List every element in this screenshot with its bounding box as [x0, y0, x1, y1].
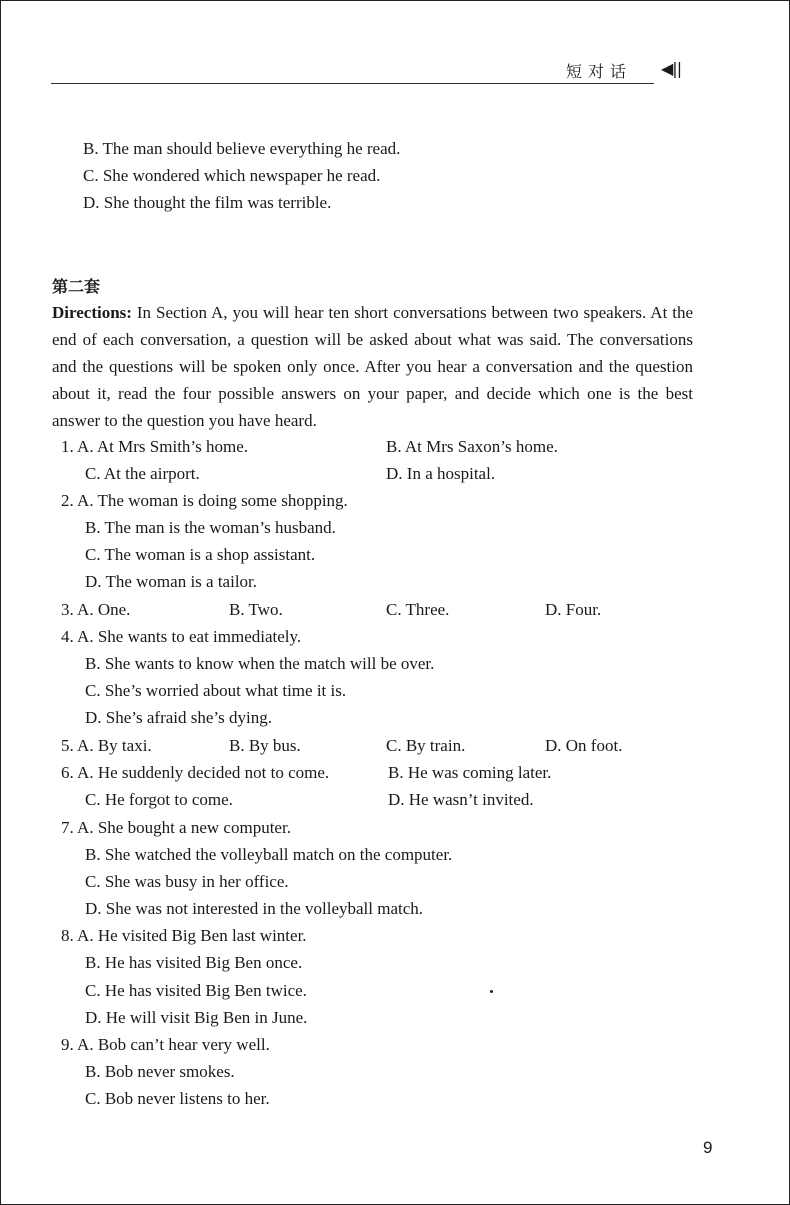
q8-option-c: C. He has visited Big Ben twice. — [85, 981, 307, 1000]
q3-option-b: B. Two. — [229, 600, 283, 619]
q3-option-c: C. Three. — [386, 600, 450, 619]
q9-option-b: B. Bob never smokes. — [85, 1062, 235, 1081]
q7-option-d: D. She was not interested in the volleyball match. — [85, 899, 424, 918]
directions-label: Directions: — [52, 303, 132, 322]
q2-option-a: 2. A. The woman is doing some shopping. — [61, 491, 348, 510]
q2-option-b: B. The man is the woman’s husband. — [85, 518, 336, 537]
q8-option-b: B. He has visited Big Ben once. — [85, 953, 303, 972]
q8-option-d: D. He will visit Big Ben in June. — [85, 1008, 308, 1027]
q3-option-d: D. Four. — [545, 600, 602, 619]
q2-option-c: C. The woman is a shop assistant. — [85, 545, 316, 564]
q5-option-b: B. By bus. — [229, 736, 301, 755]
q4-option-c: C. She’s worried about what time it is. — [85, 681, 347, 700]
q4-option-b: B. She wants to know when the match will be over. — [85, 654, 435, 673]
q5-option-c: C. By train. — [386, 736, 466, 755]
q1-option-b: B. At Mrs Saxon’s home. — [386, 437, 558, 456]
q9-option-c: C. Bob never listens to her. — [85, 1089, 270, 1108]
q9-option-a: 9. A. Bob can’t hear very well. — [61, 1035, 270, 1054]
q7-option-a: 7. A. She bought a new computer. — [61, 818, 291, 837]
print-speck — [490, 990, 493, 993]
carryover-option-c: C. She wondered which newspaper he read. — [83, 166, 381, 185]
q1-option-c: C. At the airport. — [85, 464, 200, 483]
carryover-option-d: D. She thought the film was terrible. — [83, 193, 332, 212]
q2-option-d: D. The woman is a tailor. — [85, 572, 258, 591]
q6-option-c: C. He forgot to come. — [85, 790, 233, 809]
q6-option-d: D. He wasn’t invited. — [388, 790, 534, 809]
q8-option-a: 8. A. He visited Big Ben last winter. — [61, 926, 307, 945]
q5-option-d: D. On foot. — [545, 736, 623, 755]
section-title: 第二套 — [52, 277, 101, 296]
q4-option-d: D. She’s afraid she’s dying. — [85, 708, 272, 727]
q4-option-a: 4. A. She wants to eat immediately. — [61, 627, 302, 646]
header-rule — [51, 83, 654, 84]
q6-option-b: B. He was coming later. — [388, 763, 552, 782]
q5-option-a: 5. A. By taxi. — [61, 736, 152, 755]
q6-option-a: 6. A. He suddenly decided not to come. — [61, 763, 330, 782]
q7-option-b: B. She watched the volleyball match on the computer. — [85, 845, 453, 864]
directions-text: In Section A, you will hear ten short conversations between two speakers. At the end of each conversation, a question will be asked about what was said. The conversations and the questions will be spoken only once. After you hear a conversation and the question about it, read the four possible answers on your paper, and decide which one is the best answer to the question you have heard. — [52, 303, 693, 430]
q1-option-d: D. In a hospital. — [386, 464, 496, 483]
play-marker-icon: ◀|| — [661, 59, 682, 78]
q1-option-a: 1. A. At Mrs Smith’s home. — [61, 437, 249, 456]
q3-option-a: 3. A. One. — [61, 600, 131, 619]
directions-paragraph — [52, 299, 693, 434]
carryover-option-b: B. The man should believe everything he read. — [83, 139, 401, 158]
q7-option-c: C. She was busy in her office. — [85, 872, 289, 891]
page-number: 9 — [703, 1138, 713, 1157]
running-header-title: 短对话 — [566, 62, 633, 81]
